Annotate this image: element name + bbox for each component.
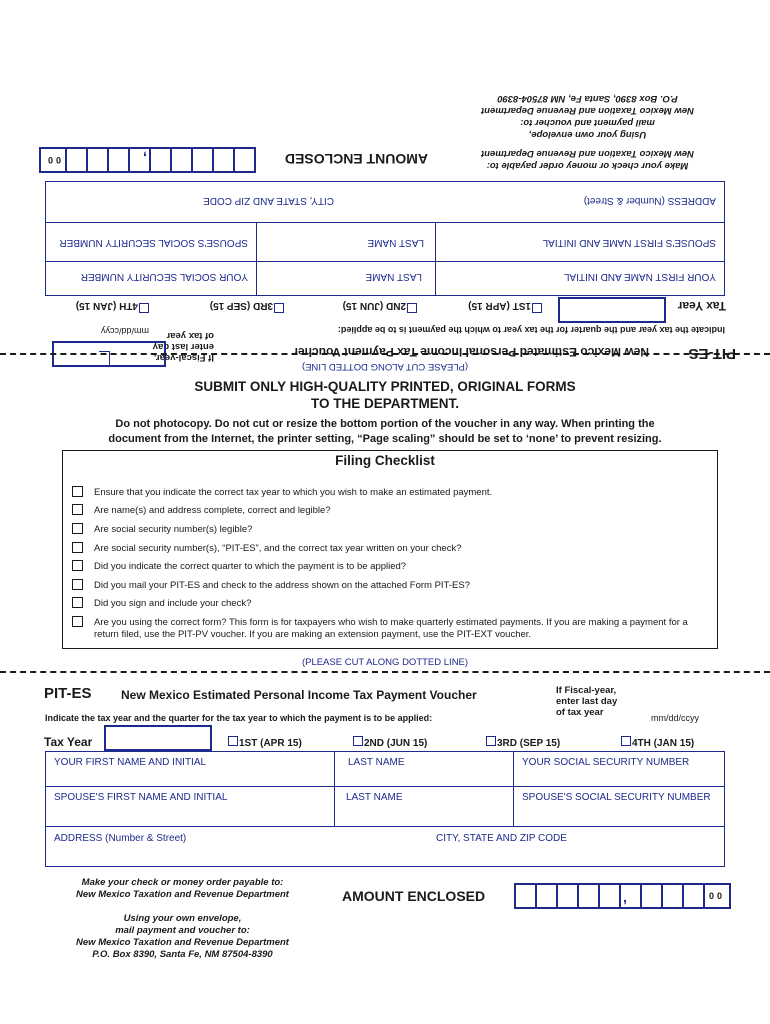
checkbox-icon[interactable] [72, 504, 83, 515]
cut-instruction-bottom: (PLEASE CUT ALONG DOTTED LINE) [301, 657, 469, 668]
cut-line-top [0, 353, 770, 355]
amount-cents: 00 [44, 155, 61, 165]
last-name-field[interactable]: LAST NAME [365, 271, 422, 282]
city-field[interactable]: CITY, STATE AND ZIP CODE [203, 195, 334, 206]
fiscal-note: If Fiscal-year, enter last day of tax year [152, 330, 214, 363]
quarter-2[interactable]: 2ND (JUN 15) [353, 736, 427, 749]
instruction: Indicate the tax year and the quarter for the tax year to which the payment is to be applied: [337, 325, 725, 335]
comma-mark: , [211, 151, 215, 167]
checkbox-icon[interactable] [72, 579, 83, 590]
payable-to: Make your check or money order payable to: New Mexico Taxation and Revenue Department [481, 148, 694, 171]
checklist-item[interactable]: Did you sign and include your check? [72, 598, 251, 610]
fiscal-note: If Fiscal-year, enter last day of tax year [556, 685, 618, 718]
form-id: PIT-ES [44, 685, 92, 702]
ssn-field[interactable]: YOUR SOCIAL SECURITY NUMBER [522, 757, 690, 768]
quarter-2[interactable]: 2ND (JUN 15) [343, 300, 417, 313]
checkbox-icon [139, 303, 149, 313]
checkbox-icon [532, 303, 542, 313]
checkbox-icon [486, 736, 496, 746]
address-field[interactable]: ADDRESS (Number & Street) [583, 195, 716, 206]
quarter-1[interactable]: 1ST (APR 15) [228, 736, 302, 749]
checkbox-icon [621, 736, 631, 746]
checkbox-icon[interactable] [72, 597, 83, 608]
amount-label: AMOUNT ENCLOSED [342, 888, 486, 904]
city-field[interactable]: CITY, STATE AND ZIP CODE [436, 833, 567, 844]
cut-instruction-top: (PLEASE CUT ALONG DOTTED LINE) [301, 361, 469, 372]
instruction: Indicate the tax year and the quarter for the tax year to which the payment is to be applied: [45, 713, 433, 723]
address-field[interactable]: ADDRESS (Number & Street) [54, 833, 187, 844]
checkbox-icon[interactable] [72, 523, 83, 534]
voucher [0, 683, 770, 983]
cut-line-bottom [0, 671, 770, 673]
comma-mark: , [143, 151, 147, 167]
taxpayer-info-box [45, 181, 725, 296]
date-format: mm/dd/ccyy [100, 326, 149, 336]
form-id: PIT-ES [688, 345, 736, 362]
last-name-field[interactable]: LAST NAME [348, 757, 405, 768]
quarter-3[interactable]: 3RD (SEP 15) [210, 300, 284, 313]
mail-to: Using your own envelope, mail payment and voucher to: New Mexico Taxation and Revenue Department P.O. Box 8390, Santa Fe, NM 87504-8390 [76, 913, 289, 960]
upside-down-voucher [0, 41, 770, 367]
quarter-3[interactable]: 3RD (SEP 15) [486, 736, 560, 749]
spouse-last-name-field[interactable]: LAST NAME [346, 792, 403, 803]
notice: Do not photocopy. Do not cut or resize the bottom portion of the voucher in any way. When printing the document from the Internet, the printer setting, “Page scaling” should be set to ‘none’ to prevent resizing. [108, 418, 662, 445]
quarter-1[interactable]: 1ST (APR 15) [468, 300, 542, 313]
spouse-ssn-field[interactable]: SPOUSE'S SOCIAL SECURITY NUMBER [522, 792, 711, 803]
date-format: mm/dd/ccyy [651, 713, 700, 723]
checkbox-icon[interactable] [72, 486, 83, 497]
first-name-field[interactable]: YOUR FIRST NAME AND INITIAL [54, 757, 207, 768]
checklist-item[interactable]: Are name(s) and address complete, correct and legible? [72, 505, 331, 517]
voucher-title: New Mexico Estimated Personal Income Tax Payment Voucher [293, 345, 649, 359]
spouse-last-name-field[interactable]: LAST NAME [367, 237, 424, 248]
spouse-ssn-field[interactable]: SPOUSE'S SOCIAL SECURITY NUMBER [59, 237, 248, 248]
checklist-item[interactable]: Did you mail your PIT-ES and check to the address shown on the attached Form PIT-ES? [72, 580, 470, 592]
payable-to: Make your check or money order payable to: New Mexico Taxation and Revenue Department [76, 877, 289, 900]
checkbox-icon [274, 303, 284, 313]
checkbox-icon [228, 736, 238, 746]
first-name-field[interactable]: YOUR FIRST NAME AND INITIAL [563, 271, 716, 282]
checkbox-icon[interactable] [72, 560, 83, 571]
quarter-4[interactable]: 4TH (JAN 15) [76, 300, 149, 313]
tax-year-input[interactable] [558, 297, 666, 323]
voucher-title: New Mexico Estimated Personal Income Tax Payment Voucher [121, 688, 477, 702]
comma-mark: , [555, 889, 559, 905]
taxpayer-info-box [45, 751, 725, 867]
checkbox-icon [407, 303, 417, 313]
tax-year-input[interactable] [104, 725, 212, 751]
comma-mark: , [623, 889, 627, 905]
tax-year-label: Tax Year [677, 299, 726, 313]
checkbox-icon[interactable] [72, 616, 83, 627]
quarter-4[interactable]: 4TH (JAN 15) [621, 736, 694, 749]
checklist-item[interactable]: Are social security number(s) legible? [72, 524, 252, 536]
ssn-field[interactable]: YOUR SOCIAL SECURITY NUMBER [80, 271, 248, 282]
heading: SUBMIT ONLY HIGH-QUALITY PRINTED, ORIGINAL FORMS TO THE DEPARTMENT. [194, 379, 576, 411]
checklist-item[interactable]: Ensure that you indicate the correct tax year to which you wish to make an estimated payment. [72, 487, 492, 499]
checkbox-icon [353, 736, 363, 746]
amount-input[interactable] [39, 147, 256, 173]
checklist-item[interactable]: Did you indicate the correct quarter to which the payment is to be applied? [72, 561, 406, 573]
checklist-item[interactable]: Are you using the correct form? This form is for taxpayers who wish to make quarterly estimated payments. If you are making a payment for a return filed, use the PIT-PV voucher. If you are making an extension payment, use the PIT-EXT voucher. [72, 617, 708, 641]
amount-label: AMOUNT ENCLOSED [284, 151, 428, 167]
tax-year-label: Tax Year [44, 735, 93, 749]
spouse-first-name-field[interactable]: SPOUSE'S FIRST NAME AND INITIAL [542, 237, 716, 248]
amount-cents: 00 [709, 891, 726, 901]
checkbox-icon[interactable] [72, 542, 83, 553]
checklist-title: Filing Checklist [335, 453, 435, 468]
checklist-item[interactable]: Are social security number(s), “PIT-ES”, and the correct tax year written on your check? [72, 543, 461, 555]
spouse-first-name-field[interactable]: SPOUSE'S FIRST NAME AND INITIAL [54, 792, 228, 803]
mail-to: Using your own envelope, mail payment and voucher to: New Mexico Taxation and Revenue Department P.O. Box 8390, Santa Fe, NM 87504-8390 [481, 93, 694, 140]
